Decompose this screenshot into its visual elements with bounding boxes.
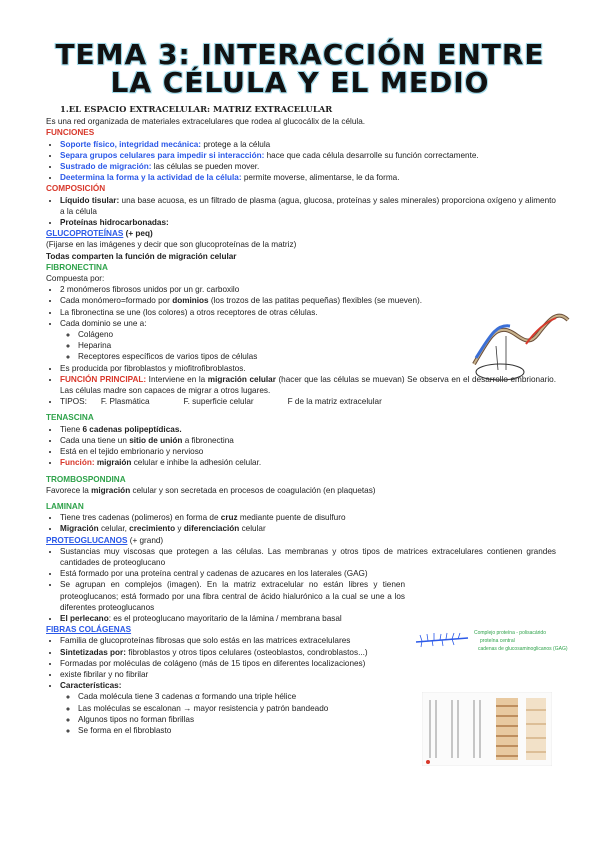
funciones-heading: FUNCIONES [46, 128, 95, 138]
list-item: • Función: migraión celular e inhibe la adhesión celular. [60, 457, 556, 468]
proteoglucano-image [412, 628, 472, 650]
list-item: ◦ Algunos tipos no forman fibrillas [78, 714, 556, 725]
trombospondina-text: Favorece la migración celular y son secretada en procesos de coagulación (en plaquetas) [46, 485, 376, 495]
laminan-list [46, 512, 556, 534]
list-item: ◦ Receptores específicos de varios tipos de células [78, 351, 556, 362]
list-item: • Formadas por moléculas de colágeno (más de 15 tipos en diferentes localizaciones) [60, 658, 556, 669]
list-item: • La fibronectina se une (los colores) a otros receptores de otras células. [60, 307, 556, 318]
list-item: • Migración celular, crecimiento y diferenciación celular [60, 523, 556, 534]
list-item: • Soporte físico, integridad mecánica: protege a la célula [60, 139, 556, 150]
list-item: • Separa grupos celulares para impedir si interacción: hace que cada célula desarrolle su función correctamente. [60, 150, 556, 161]
list-item: • Está formado por una proteína central y cadenas de azucares en los laterales (GAG) [60, 568, 556, 579]
tenascina-heading: TENASCINA [46, 413, 94, 423]
proteoglucanos-list [46, 546, 556, 624]
funciones-list [46, 139, 556, 184]
glucoproteinas-shared: Todas comparten la función de migración celular [46, 251, 237, 261]
section-heading: 1.EL ESPACIO EXTRACELULAR: MATRIZ EXTRACELULAR [60, 104, 333, 114]
list-item: ◦ Las moléculas se escalonan → mayor resistencia y patrón bandeado [78, 703, 556, 714]
list-item: • Familia de glucoproteínas fibrosas que solo estás en las matrices extracelulares [60, 635, 556, 646]
list-item: ◦ Heparina [78, 340, 556, 351]
page-title-line-2: LA CÉLULA Y EL MEDIO [110, 66, 490, 99]
glucoproteinas-note: (Fijarse en las imágenes y decir que son glucoproteínas de la matriz) [46, 240, 297, 250]
proteoglucano-caption-2: proteína central [480, 638, 515, 644]
list-item: ◦ Se forma en el fibroblasto [78, 725, 556, 736]
fibronectina-intro: Compuesta por: [46, 274, 105, 284]
list-item: • TIPOS: F. Plasmática F. superficie celular F de la matriz extracelular [60, 396, 556, 407]
list-item: • Cada monómero=formado por dominios (los trozos de las patitas pequeñas) flexibles (se mueven). [60, 295, 556, 306]
list-item: • Se agrupan en complejos (imagen). En la matriz extracelular no están libres y tienen proteoglucanos; está formado por una fibra central de ácido hialurónico a la cual se une a los diferentes proteoglucanos [60, 579, 405, 613]
list-item: • Características: [60, 680, 556, 691]
tenascina-list [46, 424, 556, 469]
proteoglucano-caption-1: Complejo proteína - polisacárido [474, 630, 546, 636]
list-item: ◦ Cada molécula tiene 3 cadenas α formando una triple hélice [78, 691, 556, 702]
list-item: • Proteínas hidrocarbonadas: [60, 217, 556, 228]
list-item: • Está en el tejido embrionario y nervioso [60, 446, 556, 457]
fibronectina-heading: FIBRONECTINA [46, 262, 108, 272]
composicion-heading: COMPOSICIÓN [46, 184, 106, 194]
list-item: • Sintetizadas por: fibroblastos y otros tipos celulares (osteoblastos, condroblastos...) [60, 647, 556, 658]
trombospondina-heading: TROMBOSPONDINA [46, 474, 126, 484]
list-item: • Tiene 6 cadenas polipeptídicas. [60, 424, 556, 435]
fibras-heading: FIBRAS COLÁGENAS [46, 625, 132, 635]
list-item: • Es producida por fibroblastos y miofitrofibroblastos. [60, 363, 556, 374]
list-item: • 2 monómeros fibrosos unidos por un gr. carboxilo [60, 284, 556, 295]
list-item: • El perlecano: es el proteoglucano mayoritario de la lámina / membrana basal [60, 613, 556, 624]
list-item: ◦ Colágeno [78, 329, 556, 340]
glucoproteinas-heading-row: GLUCOPROTEÍNAS (+ peq) [46, 229, 153, 239]
laminan-heading: LAMINAN [46, 501, 84, 511]
list-item: • Tiene tres cadenas (polimeros) en forma de cruz mediante puente de disulfuro [60, 512, 556, 523]
list-item: • Sustrado de migración: las células se pueden mover. [60, 161, 556, 172]
composicion-list [46, 195, 556, 229]
proteoglucanos-heading: PROTEOGLUCANOS [46, 535, 128, 545]
fibronectina-diagram [466, 300, 576, 382]
list-item: • FUNCIÓN PRINCIPAL: Interviene en la migración celular (hacer que las células se muevan) Se observa en el desarrollo embrionario. Las células madre son capaces de migrar a otros lugares. [60, 374, 556, 396]
page-title-line-1: TEMA 3: INTERACCIÓN ENTRE [55, 38, 545, 71]
proteoglucano-caption-3: cadenas de glucosaminoglicanos (GAG) [478, 646, 568, 652]
list-item: • Sustancias muy viscosas que protegen a las células. Las membranas y otros tipos de matrices extracelulares contienen grandes cantidades de proteoglucano [60, 546, 556, 568]
list-item: • existe fibrilar y no fibrilar [60, 669, 556, 680]
list-item: • Cada dominio se une a: [60, 318, 556, 329]
colageno-diagram [422, 692, 552, 766]
glucoproteinas-heading: GLUCOPROTEÍNAS [46, 229, 124, 239]
proteoglucanos-heading-row: PROTEOGLUCANOS (+ grand) [46, 535, 164, 545]
list-item: • Deetermina la forma y la actividad de la célula: permite moverse, alimentarse, le da forma. [60, 172, 556, 183]
list-item: • Líquido tisular: una base acuosa, es un filtrado de plasma (agua, glucosa, proteínas y sales minerales) proporciona oxígeno y alimento a la célula [60, 195, 556, 217]
section-intro: Es una red organizada de materiales extracelulares que rodea al glucocálix de la célula. [46, 117, 366, 127]
list-item: • Cada una tiene un sitio de unión a fibronectina [60, 435, 556, 446]
